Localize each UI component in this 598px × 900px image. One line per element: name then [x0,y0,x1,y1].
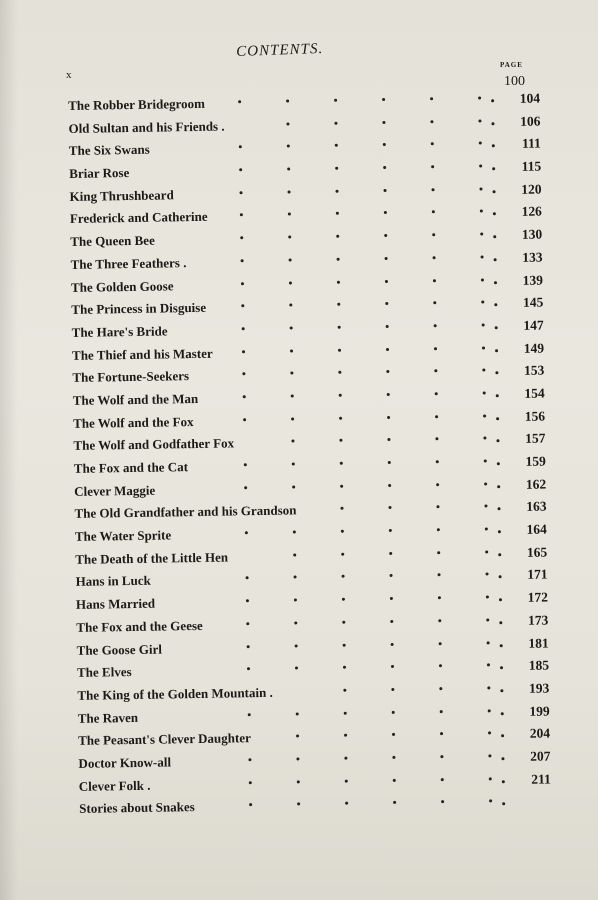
entry-title: The Goose Girl [76,641,163,658]
entry-title: The Robber Bridegroom [68,95,205,113]
entry-page-number: 207 [530,748,551,764]
entry-page-number: 163 [526,498,547,515]
entry-title: The Wolf and the Man [72,390,199,408]
entry-page-number: 156 [524,408,546,424]
entry-page-number: 172 [527,589,549,605]
contents-heading: CONTENTS. [236,40,324,60]
entry-title: The Hare's Bride [71,323,168,340]
entry-page-number: 171 [527,566,548,583]
entry-title: The Wolf and the Fox [73,413,194,431]
entry-title: The Raven [77,709,139,726]
entry-title: Hans in Luck [75,573,151,590]
entry-page-number: 165 [526,544,548,560]
entry-page-number: 162 [525,476,547,492]
entry-title: Old Sultan and his Friends . [68,118,225,136]
entry-page-number: 157 [525,430,546,447]
entry-title: The Elves [76,664,132,681]
entry-title: The Wolf and Godfather Fox [73,435,235,454]
first-page-number: 100 [504,74,525,89]
entry-page-number: 126 [521,203,542,220]
entry-title: Stories about Snakes [79,799,195,817]
entry-page-number: 115 [521,158,542,174]
entry-page-number: 133 [522,249,543,265]
entry-page-number: 193 [528,680,550,696]
entry-title: The Six Swans [68,142,150,159]
entry-page-number: 120 [521,181,542,197]
entry-title: The Queen Bee [70,232,155,250]
entry-page-number: 139 [522,272,544,288]
entry-page-number: 164 [526,521,547,537]
entry-title: Hans Married [75,595,156,613]
entry-page-number: 147 [523,317,544,333]
entry-title: King Thrushbeard [69,187,174,204]
entry-title: The Fox and the Cat [73,459,189,476]
entry-title: The Golden Goose [70,277,174,295]
entry-page-number: 106 [520,113,541,129]
entry-page-number: 154 [524,385,545,401]
entry-page-number: 185 [528,657,550,673]
entry-title: Clever Folk . [78,777,151,794]
entry-title: The Old Grandfather and his Grandson [74,502,297,522]
dot-leader [77,794,551,819]
page-column-label: PAGE [500,61,523,69]
entry-page-number: 199 [529,703,550,719]
entry-title: The Three Feathers . [70,254,187,272]
entry-title: Briar Rose [69,165,130,182]
entry-title: The Fox and the Geese [76,617,203,635]
entry-title: The Fortune-Seekers [72,368,190,386]
entry-title: Clever Maggie [74,482,156,499]
entry-title: The Peasant's Clever Daughter [78,730,251,749]
entry-title: Doctor Know-all [78,754,172,771]
entry-title: The King of the Golden Mountain . [77,684,273,703]
entry-title: The Thief and his Master [71,345,213,363]
entry-title: Frederick and Catherine [69,209,208,227]
entry-title: The Water Sprite [74,527,172,544]
entry-page-number: 149 [523,340,545,356]
entry-page-number: 173 [527,612,549,628]
entry-page-number: 153 [524,362,545,379]
entry-page-number: 104 [519,90,541,106]
entry-page-number: 159 [525,453,546,469]
entry-title: The Death of the Little Hen [75,549,229,567]
contents-list [66,89,551,822]
entry-title: The Princess in Disguise [71,300,207,318]
roman-page-number: x [66,69,72,81]
entry-page-number: 130 [521,226,543,242]
entry-page-number: 181 [528,634,549,651]
entry-page-number: 111 [521,135,541,152]
entry-page-number: 145 [522,294,544,311]
entry-page-number: 211 [531,771,551,787]
entry-page-number: 204 [529,725,551,742]
